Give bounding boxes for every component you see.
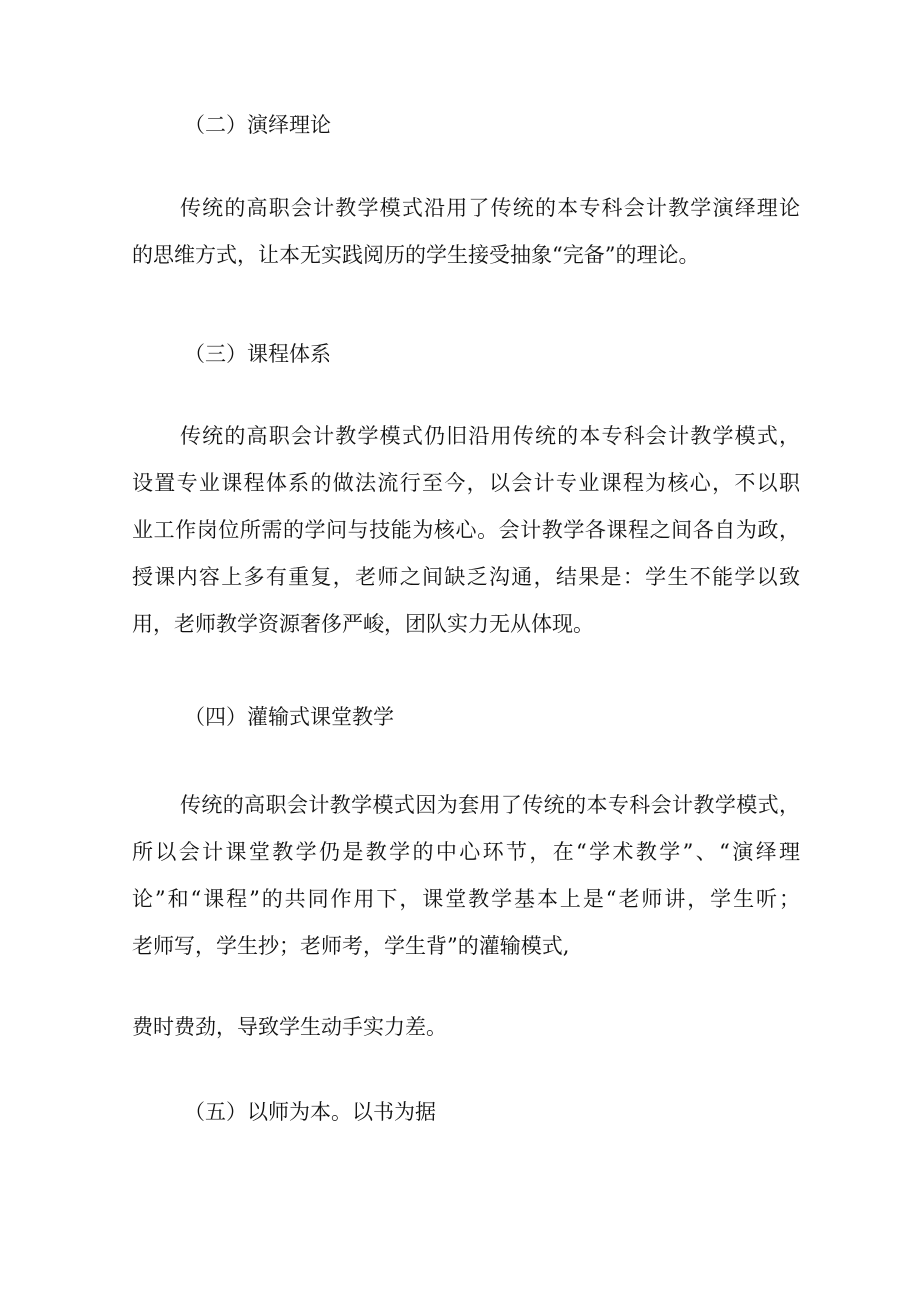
section-heading-5: （五）以师为本。以书为据 bbox=[184, 1100, 436, 1124]
paragraph-line: 论”和“课程”的共同作用下，课堂教学基本上是“老师讲，学生听； bbox=[132, 887, 800, 911]
paragraph-line: 业工作岗位所需的学问与技能为核心。会计教学各课程之间各自为政， bbox=[132, 518, 800, 542]
section-paragraph-4-continuation bbox=[132, 1004, 800, 1051]
paragraph-line: 传统的高职会计教学模式因为套用了传统的本专科会计教学模式， bbox=[180, 793, 800, 817]
section-heading-2: （二）演绎理论 bbox=[184, 113, 331, 137]
paragraph-line: 老师写，学生抄；老师考，学生背”的灌输模式, bbox=[132, 934, 570, 958]
section-paragraph-3 bbox=[132, 413, 800, 648]
paragraph-line: 传统的高职会计教学模式仍旧沿用传统的本专科会计教学模式， bbox=[180, 424, 800, 448]
paragraph-line: 费时费劲，导致学生动手实力差。 bbox=[132, 1015, 447, 1039]
section-heading-3: （三）课程体系 bbox=[184, 342, 331, 366]
paragraph-line: 设置专业课程体系的做法流行至今，以会计专业课程为核心，不以职 bbox=[132, 471, 800, 495]
paragraph-line: 传统的高职会计教学模式沿用了传统的本专科会计教学演绎理论 bbox=[180, 196, 800, 220]
section-heading-4: （四）灌输式课堂教学 bbox=[184, 705, 394, 729]
paragraph-line: 所以会计课堂教学仍是教学的中心环节，在“学术教学”、“演绎理 bbox=[132, 840, 800, 864]
section-paragraph-4 bbox=[132, 782, 800, 970]
section-paragraph-2 bbox=[132, 185, 800, 279]
paragraph-line: 授课内容上多有重复，老师之间缺乏沟通，结果是：学生不能学以致 bbox=[132, 565, 800, 589]
paragraph-line: 用，老师教学资源奢侈严峻，团队实力无从体现。 bbox=[132, 612, 594, 636]
paragraph-line: 的思维方式，让本无实践阅历的学生接受抽象“完备”的理论。 bbox=[132, 243, 700, 267]
